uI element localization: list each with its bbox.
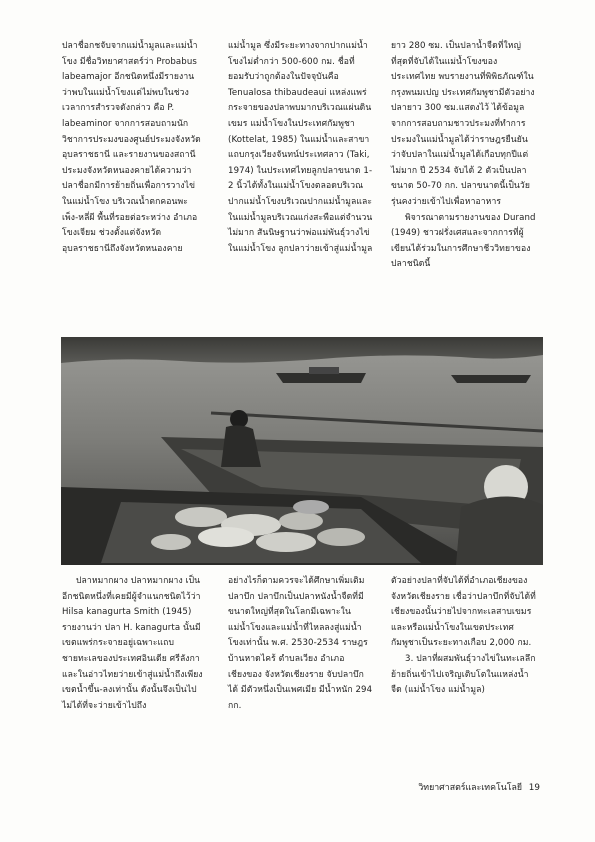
paragraph: ปลาหมากผาง ปลาหมากผาง เป็นอีกชนิดหนึ่งที่เคยมีผู้จำแนกชนิดไว้ว่า Hilsa kanagurta Smith (1945) รายงานว่า ปลา H. kanagurta นั้นมีเขตแพร่กระจายอยู่เฉพาะแถบชายทะเลของประเทศอินเดีย ศรีลังกาและในอ่าวไทยว่ายเข้าสู่แม่น้ำถึงเพียงเขตน้ำขึ้น-ลงเท่านั้น ดังนั้นจึงเป็นไปไม่ได้ที่จะว่ายเข้าไปถึง xyxy=(62,576,203,711)
fishing-boats-photo xyxy=(61,337,543,565)
column-2-bottom xyxy=(228,574,373,714)
paragraph: ยาว 280 ซม. เป็นปลาน้ำจืดที่ใหญ่ที่สุดที่จับได้ในแม่น้ำโขงของประเทศไทย พบรายงานที่พิพิธภัณฑ์ในกรุงพนมเปญ ประเทศกัมพูชามีตัวอย่างปลายาว 300 ซม.แสดงไว้ ได้ข้อมูลจากการสอบถามชาวประมงที่ทำการประมงในแม่น้ำมูลได้ว่าราษฎรยืนยันว่าจับปลาในแม่น้ำมูลได้เกือบทุกปีแต่ไม่มาก ปี 2534 จับได้ 2 ตัวเป็นปลาขนาด 50-70 กก. ปลาขนาดนี้เป็นวัยรุ่นคงว่ายเข้าไปเพื่อหาอาหาร xyxy=(391,41,535,207)
column-1-top xyxy=(62,39,204,257)
paragraph: 3. ปลาที่ผสมพันธุ์วางไข่ในทะเลลึก ย้ายถิ่นเข้าไปเจริญเติบโตในแหล่งน้ำจืด (แม่น้ำโขง แม่น้ำมูล) xyxy=(391,653,536,696)
column-1-bottom xyxy=(62,574,204,714)
column-3-bottom xyxy=(391,574,536,699)
paragraph: พิจารณาตามรายงานของ Durand (1949) ชาวฝรั่งเศสและจากการที่ผู้เขียนได้ร่วมในการศึกษาชีววิทยาของปลาชนิดนี้ xyxy=(391,212,536,270)
column-3-top xyxy=(391,39,536,273)
paragraph: ปลาชื่อกชจับจากแม่น้ำมูลและแม่น้ำโขง มีชื่อวิทยาศาสตร์ว่า Probabus labeamajor อีกชนิดหนึ่งมีรายงานว่าพบในแม่น้ำโขงแต่ไม่พบในช่วงเวลาการสำรวจดังกล่าว คือ P. labeaminor จากการสอบถามนักวิชาการประมงของศูนย์ประมงจังหวัดอุบลราชธานี และรายงานของสถานีประมงจังหวัดหนองคายได้ความว่าปลาชื่อกมีการย้ายถิ่นเพื่อการวางไข่ในแม่น้ำโขง บริเวณน้ำตกคอนพะเพ็ง-หลี่ผี พื้นที่รอยต่อระหว่าง อำเภอโขงเจียม ช่วงตั้งแต่จังหวัดอุบลราชธานีถึงจังหวัดหนองคาย xyxy=(62,41,201,254)
page-footer xyxy=(410,780,540,794)
photo-image xyxy=(61,337,543,565)
page-number: 19 xyxy=(528,783,540,793)
paragraph: อย่างไรก็ตามควรจะได้ศึกษาเพิ่มเติม ปลาบึก ปลาบึกเป็นปลาหนังน้ำจืดที่มีขนาดใหญ่ที่สุดในโลกมีเฉพาะในแม่น้ำโขงและแม่น้ำที่ไหลลงสู่แม่น้ำโขงเท่านั้น พ.ศ. 2530-2534 ราษฎรบ้านหาดไคร้ ตำบลเวียง อำเภอเชียงของ จังหวัดเชียงราย จับปลาบึกได้ มีตัวหนึ่งเป็นเพศเมีย มีน้ำหนัก 294 กก. xyxy=(228,576,373,711)
paragraph: แม่น้ำมูล ซึ่งมีระยะทางจากปากแม่น้ำโขงไม่ต่ำกว่า 500-600 กม. ชื่อที่ยอมรับว่าถูกต้องในปัจจุบันคือ Tenualosa thibaudeaui แหล่งแพร่กระจายของปลาพบมากบริเวณแผ่นดินเขมร แม่น้ำโขงในประเทศกัมพูชา (Kottelat, 1985) ในแม่น้ำและสาขาแถบกรุงเวียงจันทน์ประเทศลาว (Taki, 1974) ในประเทศไทยลูกปลาขนาด 1-2 นิ้วได้ทั้งในแม่น้ำโขงตลอดบริเวณปากแม่น้ำโขงบริเวณปากแม่น้ำมูลและในแม่น้ำมูลบริเวณแก่งสะพือแต่จำนวนไม่มาก สันนิษฐานว่าพ่อแม่พันธุ์วางไข่ในแม่น้ำโขง ลูกปลาว่ายเข้าสู่แม่น้ำมูล xyxy=(228,41,373,254)
column-2-top xyxy=(228,39,373,257)
paragraph: ตัวอย่างปลาที่จับได้ที่อำเภอเชียงของ จังหวัดเชียงราย เชื่อว่าปลาบึกที่จับได้ที่เชียงของนั้นว่ายไปจากทะเลสาบเขมร และหรือแม่น้ำโขงในเขตประเทศกัมพูชาเป็นระยะทางเกือบ 2,000 กม. xyxy=(391,576,536,649)
footer-journal-name: วิทยาศาสตร์และเทคโนโลยี xyxy=(418,783,522,793)
